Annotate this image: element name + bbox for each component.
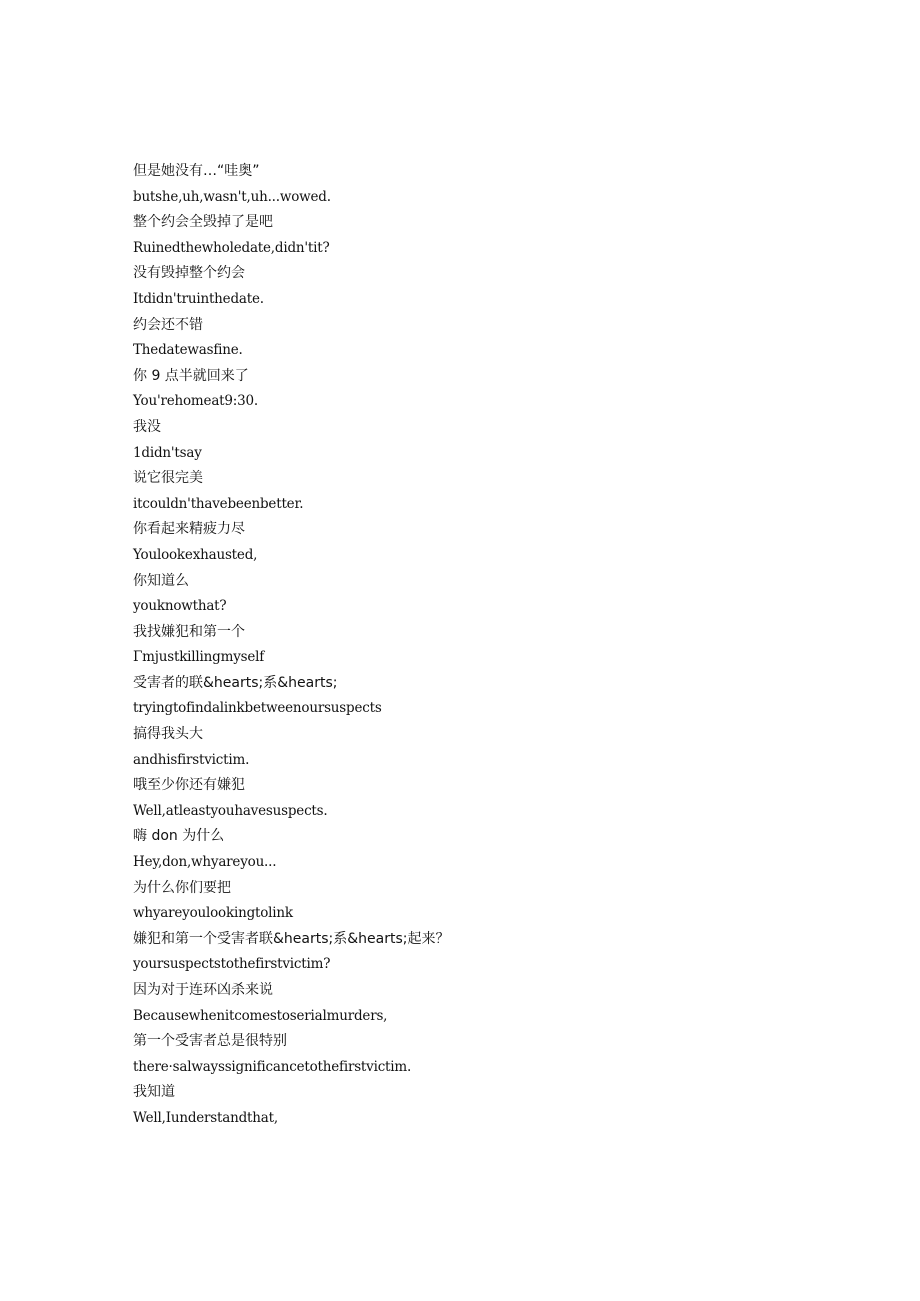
subtitle-line-zh: 没有毁掉整个约会: [133, 265, 245, 282]
subtitle-line-zh: 我知道: [133, 1084, 175, 1101]
subtitle-transcript: [133, 159, 853, 1132]
subtitle-line-zh: 受害者的联&hearts;系&hearts;: [133, 674, 338, 691]
subtitle-line-zh: 我没: [133, 418, 161, 435]
subtitle-line-en: whyareyoulookingtolink: [133, 905, 293, 922]
subtitle-line-zh: 你看起来精疲力尽: [133, 521, 245, 538]
subtitle-line-zh: 第一个受害者总是很特别: [133, 1033, 287, 1050]
subtitle-line-en: yoursuspectstothefirstvictim?: [133, 956, 331, 973]
subtitle-line-zh: 你知道么: [133, 572, 189, 589]
subtitle-line-en: tryingtofindalinkbetweenoursuspects: [133, 700, 382, 717]
subtitle-line-zh: 你 9 点半就回来了: [133, 367, 249, 384]
subtitle-line-en: You'rehomeat9:30.: [133, 393, 259, 410]
subtitle-line-zh: 因为对于连环凶杀来说: [133, 982, 273, 998]
subtitle-line-en: Γmjustkillingmyself: [133, 649, 265, 666]
subtitle-line-en: 1didn'tsay: [133, 444, 202, 461]
subtitle-line-en: Well,Iunderstandthat,: [133, 1109, 278, 1126]
subtitle-line-en: Hey,don,whyareyou...: [133, 854, 277, 871]
subtitle-line-zh: 我找嫌犯和第一个: [133, 623, 245, 640]
subtitle-line-en: Youlookexhausted,: [133, 546, 258, 563]
subtitle-line-en: Ruinedthewholedate,didn'tit?: [133, 239, 330, 256]
subtitle-line-en: andhisfirstvictim.: [133, 751, 250, 768]
subtitle-line-en: there·salwayssignificancetothefirstvictim.: [133, 1058, 412, 1075]
subtitle-line-zh: 说它很完美: [133, 470, 203, 487]
subtitle-line-zh: 约会还不错: [133, 316, 203, 333]
subtitle-line-zh: 但是她没有…“哇奥”: [133, 163, 260, 179]
subtitle-line-en: Becausewhenitcomestoserialmurders,: [133, 1007, 388, 1024]
subtitle-line-en: itcouldn'thavebeenbetter.: [133, 495, 304, 512]
subtitle-line-en: Well,atleastyouhavesuspects.: [133, 802, 328, 819]
subtitle-line-zh: 为什么你们要把: [133, 879, 231, 896]
subtitle-line-zh: 嗨 don 为什么: [133, 828, 225, 845]
subtitle-line-en: youknowthat?: [133, 598, 227, 615]
subtitle-line-en: Itdidn'truinthedate.: [133, 290, 264, 307]
subtitle-line-zh: 哦至少你还有嫌犯: [133, 777, 245, 794]
subtitle-line-zh: 整个约会全毁掉了是吧: [133, 214, 273, 231]
subtitle-line-zh: 搞得我头大: [133, 726, 203, 743]
subtitle-line-en: Thedatewasfine.: [133, 342, 243, 359]
subtitle-line-zh: 嫌犯和第一个受害者联&hearts;系&hearts;起来？: [133, 930, 450, 947]
subtitle-line-en: butshe,uh,wasn't,uh...wowed.: [133, 188, 331, 205]
